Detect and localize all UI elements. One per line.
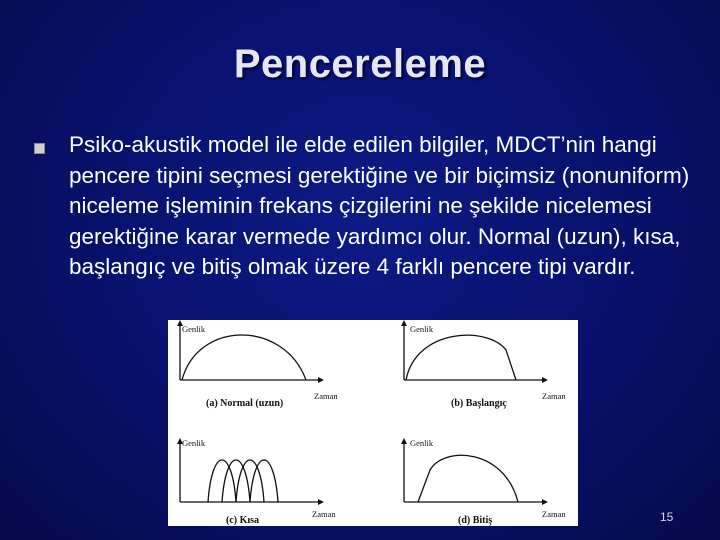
bullet-text: Psiko-akustik model ile elde edilen bilgiler, MDCT’nin hangi pencere tipini seçmesi gerektiğine ve bir biçimsiz (nonuniform) niceleme işleminin frekans çizgilerini ne şekilde nicelemesi gerektiğine karar vermede yardımcı olur. Normal (uzun), kısa, başlangıç ve bitiş olmak üzere 4 farklı pencere tipi vardır. <box>69 132 690 280</box>
panel-short <box>177 438 324 505</box>
panel-a-caption: (a) Normal (uzun) <box>206 398 284 409</box>
window-types-figure <box>168 320 578 526</box>
panel-d-x-label: Zaman <box>542 509 566 519</box>
panel-c-caption: (c) Kısa <box>226 515 260 526</box>
panel-c-x-arrow <box>318 499 324 505</box>
panel-a-x-arrow <box>318 377 324 383</box>
panel-c-y-label: Genlik <box>182 438 206 448</box>
panel-a-y-label: Genlik <box>182 324 206 334</box>
panel-d-y-label: Genlik <box>410 438 434 448</box>
panel-a-window-curve <box>182 335 306 380</box>
panel-a-x-label: Zaman <box>314 391 338 401</box>
square-bullet-icon <box>34 143 45 154</box>
panel-b-x-label: Zaman <box>542 391 566 401</box>
panel-c-x-label: Zaman <box>312 509 336 519</box>
panel-d-caption: (d) Bitiş <box>458 515 493 526</box>
panel-b-y-label: Genlik <box>410 324 434 334</box>
panel-stop <box>401 438 548 505</box>
slide-number: 15 <box>660 510 674 524</box>
panel-d-y-arrow <box>401 438 407 444</box>
panel-b-caption: (b) Başlangıç <box>451 398 507 409</box>
panel-d-x-arrow <box>542 499 548 505</box>
window-types-diagram <box>168 320 578 526</box>
panel-b-y-arrow <box>401 320 407 326</box>
slide-title: Pencereleme <box>233 42 487 86</box>
panel-b-x-arrow <box>542 377 548 383</box>
panel-d-window-curve <box>418 455 518 502</box>
panel-b-window-curve <box>406 335 516 380</box>
